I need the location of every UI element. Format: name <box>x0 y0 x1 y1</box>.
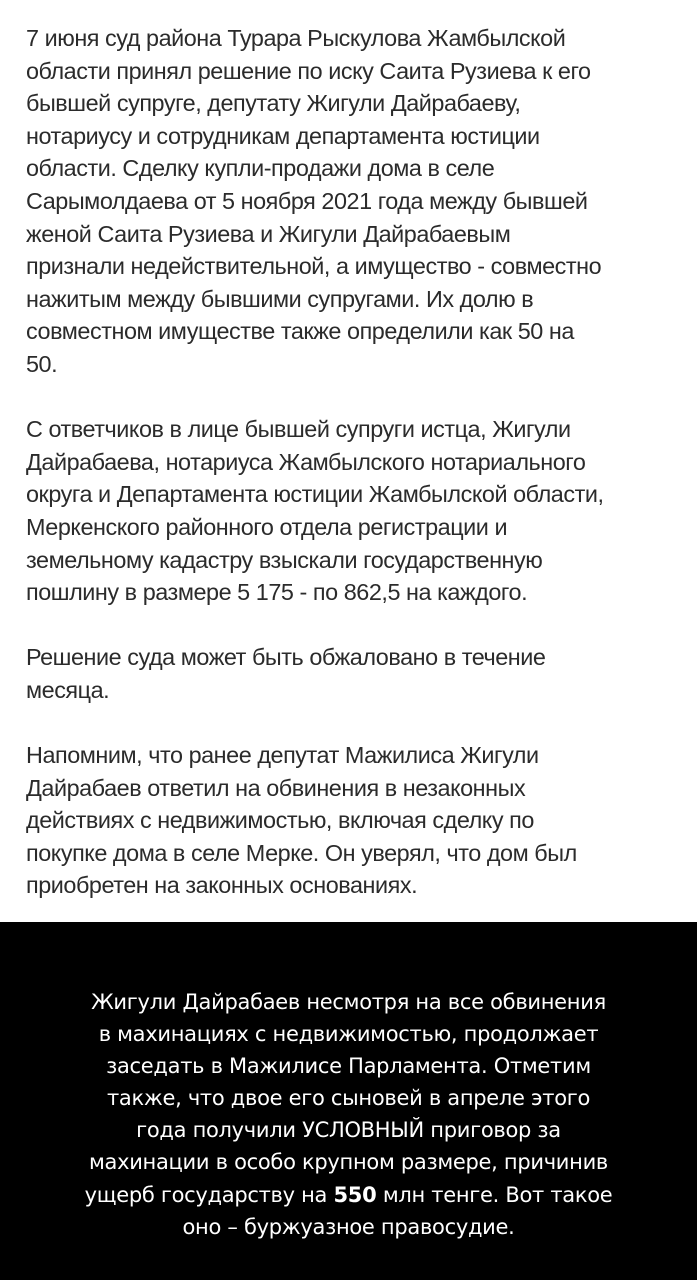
article-paragraph-appeal: Решение суда может быть обжаловано в течение месяца. <box>26 644 546 703</box>
article-paragraph-court-decision: 7 июня суд района Турара Рыскулова Жамбылской области принял решение по иску Саита Рузиева к его бывшей супруге, депутату Жигули Дайрабаеву, нотариусу и сотрудникам департамента юстиции области. Сделку купли-продажи дома в селе Сарымолдаева от 5 ноября 2021 года между бывшей женой Саита Рузиева и Жигули Дайрабаевым признали недействительной, а имущество - совместно нажитым между бывшими супругами. Их долю в совместном имуществе также определили как 50 на 50. <box>26 25 602 377</box>
article-paragraph-state-fee: С ответчиков в лице бывшей супруги истца, Жигули Дайрабаева, нотариуса Жамбылского нотариального округа и Департамента юстиции Жамбылской области, Меркенского районного отдела регистрации и земельному кадастру взыскали государственную пошлину в размере 5 175 - по 862,5 на каждого. <box>26 416 604 606</box>
caption-panel <box>0 922 697 1280</box>
caption-text-start: Жигули Дайрабаев несмотря на все обвинения в махинациях с недвижимостью, продолжает заседать в Мажилисе Парламента. Отметим также, что двое его сыновей в апреле этого года получили УСЛОВНЫЙ приговор за махинации в особо крупном размере, причинив ущерб государству на <box>84 990 609 1207</box>
caption-amount-bold: 550 <box>333 1182 377 1207</box>
caption-text-end: млн тенге. Вот такое оно – буржуазное правосудие. <box>182 1182 613 1239</box>
caption-text <box>0 986 697 1243</box>
article-paragraph-reminder: Напомним, что ранее депутат Мажилиса Жигули Дайрабаев ответил на обвинения в незаконных действиях с недвижимостью, включая сделку по покупке дома в селе Мерке. Он уверял, что дом был приобретен на законных основаниях. <box>26 742 577 899</box>
